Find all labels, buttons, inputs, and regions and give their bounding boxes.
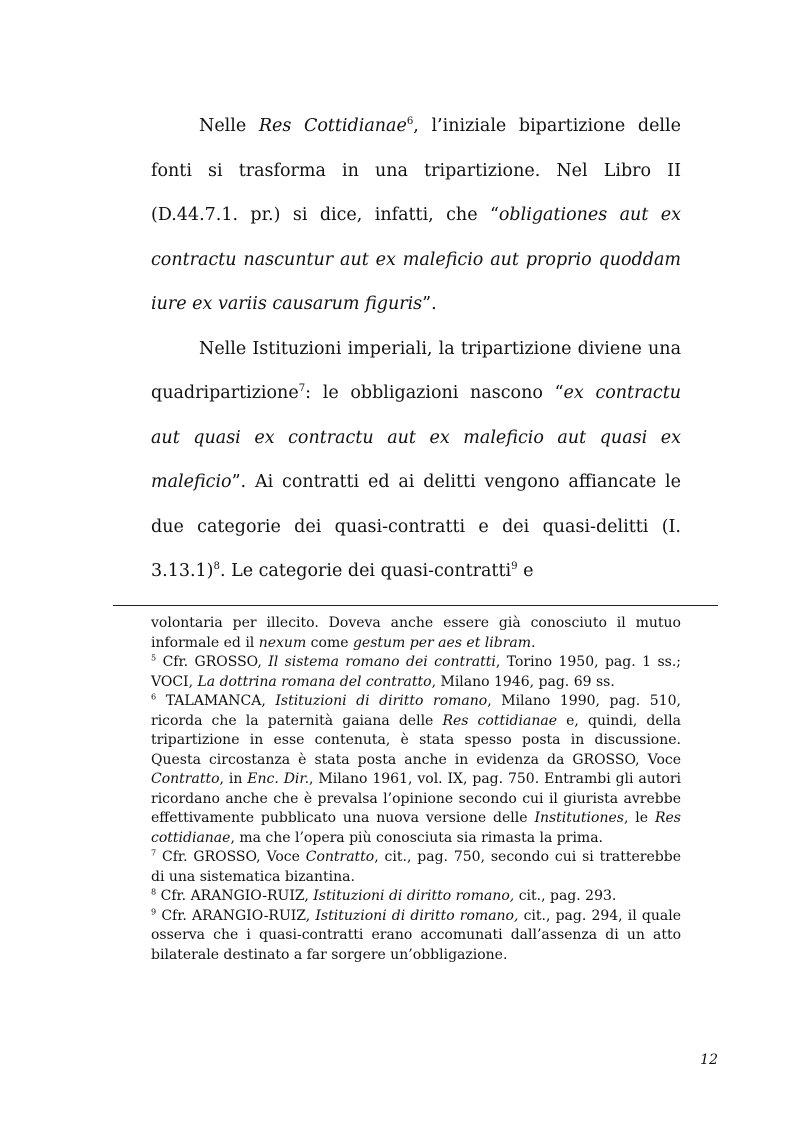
text-run: , Torino 1950, pag. 1 ss.; VOCI, bbox=[151, 654, 681, 690]
italic-run: Istituzioni di diritto romano, bbox=[313, 888, 515, 904]
text-run: Cfr. ARANGIO-RUIZ, bbox=[156, 907, 316, 924]
italic-run: nexum bbox=[258, 634, 307, 651]
text-run: cit., pag. 293. bbox=[514, 888, 617, 904]
text-run: e, quindi, della tripartizione in esse contenuta, è stata spesso posta in discussione. Questa circostanza è stata posta anche in evidenza da GROSSO, Voce bbox=[151, 712, 681, 768]
footnote-mark: 5 bbox=[151, 652, 157, 663]
italic-run: Enc. Dir. bbox=[247, 771, 310, 787]
italic-run: Contratto bbox=[151, 771, 220, 787]
text-run: , l’iniziale bipartizione delle fonti si trasforma in una tripartizione. Nel Libro II (D.44.7.1. pr.) si dice, infatti, che “ bbox=[151, 116, 681, 225]
italic-run: Res cottidianae bbox=[151, 810, 681, 846]
text-run: , Milano 1946, pag. 69 ss. bbox=[431, 673, 615, 690]
text-run: , in bbox=[219, 771, 248, 787]
main-text bbox=[151, 104, 681, 594]
footnote-mark: 6 bbox=[151, 691, 157, 702]
text-run: , Milano 1990, pag. 510, ricorda che la paternità gaiana delle bbox=[151, 693, 681, 729]
text-run: TALAMANCA, bbox=[156, 693, 276, 709]
footnote-9 bbox=[151, 907, 681, 966]
text-run: , cit., pag. 750, secondo cui si tratterebbe di una sistematica bizantina. bbox=[151, 849, 681, 885]
footnote-ref-6[interactable]: 6 bbox=[406, 116, 414, 128]
text-run: Cfr. GROSSO, Voce bbox=[156, 849, 306, 865]
footnote-mark: 7 bbox=[151, 847, 157, 858]
text-run: : le obbligazioni nascono “ bbox=[305, 383, 564, 403]
italic-run: La dottrina romana del contratto bbox=[197, 673, 432, 690]
footnote-ref-9[interactable]: 9 bbox=[511, 561, 518, 573]
italic-run: Istituzioni di diritto romano, bbox=[315, 907, 519, 924]
text-run: Cfr. ARANGIO-RUIZ, bbox=[156, 888, 314, 904]
footnote-7 bbox=[151, 848, 681, 887]
text-run: , Milano 1961, vol. IX, pag. 750. Entrambi gli autori ricordano anche che è prevalsa l’opinione secondo cui il giurista avrebbe effettivamente pubblicato una nuova versione delle bbox=[151, 771, 681, 826]
footnote-mark: 9 bbox=[151, 905, 157, 916]
latin-quote: ex contractu aut quasi ex contractu aut ex maleficio aut quasi ex maleficio bbox=[151, 383, 681, 492]
footnote-mark: 8 bbox=[151, 886, 157, 897]
text-run: , ma che l’opera più conosciuta sia rimasta la prima. bbox=[230, 829, 603, 846]
text-run: ”. bbox=[422, 294, 437, 314]
footnote-ref-8[interactable]: 8 bbox=[213, 561, 220, 573]
footnote-continuation bbox=[151, 614, 681, 653]
footnotes bbox=[151, 614, 681, 965]
footnote-8 bbox=[151, 887, 681, 907]
italic-run: Res cottidianae bbox=[442, 712, 557, 729]
footnote-separator bbox=[113, 605, 718, 606]
text-run: Cfr. GROSSO, bbox=[156, 654, 269, 670]
text-run: come bbox=[306, 634, 353, 651]
text-run: ”. Ai contratti ed ai delitti vengono affiancate le due categorie dei quasi-contratti e dei quasi-delitti (I. 3.13.1) bbox=[151, 472, 681, 581]
text-run: e bbox=[517, 561, 534, 581]
italic-run: Res Cottidianae bbox=[258, 116, 407, 136]
italic-run: Il sistema romano dei contratti bbox=[268, 654, 496, 670]
italic-run: Istituzioni di diritto romano bbox=[275, 693, 488, 709]
paragraph-1 bbox=[151, 104, 681, 327]
footnote-6 bbox=[151, 692, 681, 848]
italic-run: gestum per aes et libram bbox=[352, 634, 532, 651]
italic-run: Contratto bbox=[305, 849, 375, 865]
text-run: cit., pag. 294, il quale osserva che i quasi-contratti erano accomunati dall’assenza di un atto bilaterale destinato a far sorgere un’obbligazione. bbox=[151, 907, 681, 963]
text-run: , le bbox=[623, 810, 655, 826]
text-run: Nelle bbox=[199, 116, 259, 136]
footnote-5 bbox=[151, 653, 681, 692]
paragraph-2 bbox=[151, 327, 681, 594]
footnote-ref-7[interactable]: 7 bbox=[298, 383, 306, 395]
text-run: . bbox=[531, 634, 536, 651]
text-run: Nelle Istituzioni imperiali, la tripartizione diviene una quadripartizione bbox=[151, 338, 681, 403]
page-number: 12 bbox=[700, 1052, 718, 1068]
latin-quote: obligationes aut ex contractu nascuntur aut ex maleficio aut proprio quoddam iure ex variis causarum figuris bbox=[151, 205, 681, 314]
italic-run: Institutiones bbox=[534, 810, 624, 826]
text-run: . Le categorie dei quasi-contratti bbox=[219, 561, 512, 581]
text-run: volontaria per illecito. Doveva anche essere già conosciuto il mutuo informale ed il bbox=[151, 615, 681, 651]
